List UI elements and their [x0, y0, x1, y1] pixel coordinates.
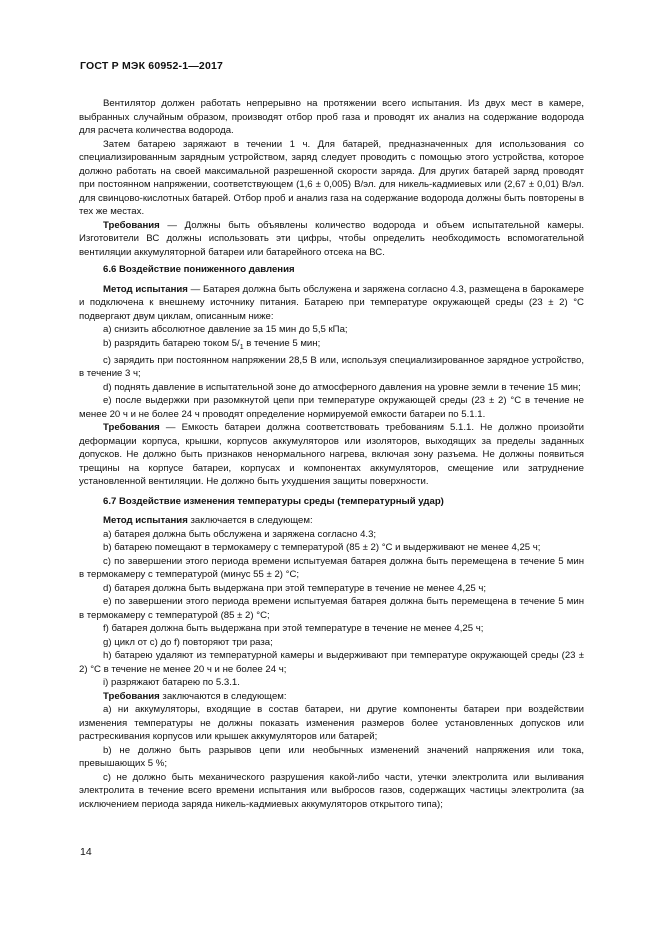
- document-header: ГОСТ Р МЭК 60952-1—2017: [80, 60, 224, 72]
- method-label: Метод испытания: [103, 283, 188, 295]
- list-item: a) ни аккумуляторы, входящие в состав батареи, ни другие компоненты батареи при воздействии изменения температуры не должны показать изменения размеров более установленных допусков или растрескивания корпусов или крышек аккумуляторов или батарей;: [79, 704, 584, 743]
- method-text: заключается в следующем:: [187, 515, 313, 527]
- section-6-6-title: 6.6 Воздействие пониженного давления: [103, 264, 295, 275]
- requirements-text: заключаются в следующем:: [159, 690, 287, 702]
- method-label: Метод испытания: [103, 515, 188, 527]
- requirements-paragraph: [79, 690, 584, 704]
- list-item-text: b) разрядить батарею током 5/: [103, 337, 240, 349]
- requirements-text: — Должны быть объявлены количество водорода и объем испытательной камеры. Изготовители ВС должны использовать эти цифры, чтобы определить необходимость вспомогательной вентиляции аккумуляторной батареи или батарейного отсека на ВС.: [79, 219, 584, 258]
- requirements-label: Требования: [103, 422, 160, 434]
- list-item: e) после выдержки при разомкнутой цепи при температуре окружающей среды (23 ± 2) °С в течение не менее 20 ч и не более 24 ч проводят определение нормируемой емкости батареи по 5.1.1.: [79, 395, 584, 420]
- document-body: [79, 97, 584, 811]
- paragraph: Вентилятор должен работать непрерывно на протяжении всего испытания. Из двух мест в камере, выбранных случайным образом, производят отбор проб газа и проводят их анализ на содержание водорода для расчета количества водорода.: [79, 98, 584, 136]
- list-item: c) по завершении этого периода времени испытуемая батарея должна быть перемещена в течение 5 мин в термокамеру с температурой (минус 55 ± 2) °С;: [79, 555, 584, 581]
- subscript: 1: [239, 343, 244, 351]
- list-item-tail: в течение 5 мин;: [243, 337, 321, 349]
- list-item: e) по завершении этого периода времени испытуемая батарея должна быть перемещена в течение 5 мин в термокамеру с температурой (85 ± 2) °С;: [79, 596, 584, 621]
- method-paragraph: [79, 283, 584, 324]
- list-item: a) батарея должна быть обслужена и заряжена согласно 4.3;: [103, 528, 377, 540]
- list-item: b) не должно быть разрывов цепи или необычных изменений значений напряжения или тока, превышающих 5 %;: [79, 744, 584, 770]
- requirements-label: Требования: [103, 690, 160, 702]
- list-item: d) поднять давление в испытательной зоне до атмосферного давления на уровне земли в течение 15 мин;: [103, 381, 581, 393]
- section-6-7-title: 6.7 Воздействие изменения температуры среды (температурный удар): [103, 495, 444, 507]
- list-item: f) батарея должна быть выдержана при этой температуре в течение не менее 4,25 ч;: [103, 623, 484, 635]
- requirements-paragraph: [79, 421, 584, 489]
- list-item: i) разряжают батарею по 5.3.1.: [103, 677, 240, 689]
- page-number: 14: [80, 846, 92, 858]
- list-item: c) не должно быть механического разрушения какой-либо части, утечки электролита или выливания электролита в течение всего времени испытания или выбросов газов, содержащих частицы электролита (за исключением периода заряда никель-кадмиевых аккумуляторов открытого типа);: [79, 771, 584, 810]
- list-item: [79, 337, 584, 354]
- method-text: — Батарея должна быть обслужена и заряжена согласно 4.3, размещена в барокамере и подключена к внешнему источнику питания. Батарею при температуре окружающей среды (23 ± 2) °С подвергают двум циклам, описанным ниже:: [79, 283, 584, 322]
- list-item: c) зарядить при постоянном напряжении 28,5 В или, используя специализированное зарядное устройство, в течение 3 ч;: [79, 354, 584, 380]
- requirements-text: — Емкость батареи должна соответствовать требованиям 5.1.1. Не должно произойти деформации корпуса, крышки, корпусов аккумуляторов или изоляторов, выходящих за пределы заданных допусков. Не должно быть признаков ненормального нагрева, включая зону разъема. Не должны появиться трещины на корпусе батареи, корпусах и компонентах аккумуляторов, смещение или затруднение установленной вентиляции. Не должно быть ухудшения защиты поверхности.: [79, 422, 584, 488]
- method-paragraph: [79, 514, 584, 528]
- list-item: h) батарею удаляют из температурной камеры и выдерживают при температуре окружающей среды (23 ± 2) °С в течение не менее 20 ч и не более 24 ч;: [79, 650, 584, 675]
- list-item: a) снизить абсолютное давление за 15 мин до 5,5 кПа;: [103, 324, 348, 335]
- list-item: g) цикл от с) до f) повторяют три раза;: [103, 636, 273, 648]
- requirements-paragraph: [79, 219, 584, 260]
- list-item: d) батарея должна быть выдержана при этой температуре в течение не менее 4,25 ч;: [103, 582, 487, 594]
- paragraph: Затем батарею заряжают в течении 1 ч. Для батарей, предназначенных для использования со специализированным зарядным устройством, заряд следует проводить с помощью этого устройства, которое должно работать на своей максимальной разрешенной скорости заряда. Для других батарей заряд проводят при постоянном напряжении, соответствующем (1,6 ± 0,005) В/эл. для никель-кадмиевых или (2,67 ± 0,01) В/эл. для свинцово-кислотных батарей. Отбор проб и анализ газа на содержание водорода должны быть повторены в тех же местах.: [79, 138, 584, 217]
- list-item: b) батарею помещают в термокамеру с температурой (85 ± 2) °С и выдерживают не менее 4,25 ч;: [103, 542, 541, 554]
- requirements-label: Требования: [103, 219, 160, 231]
